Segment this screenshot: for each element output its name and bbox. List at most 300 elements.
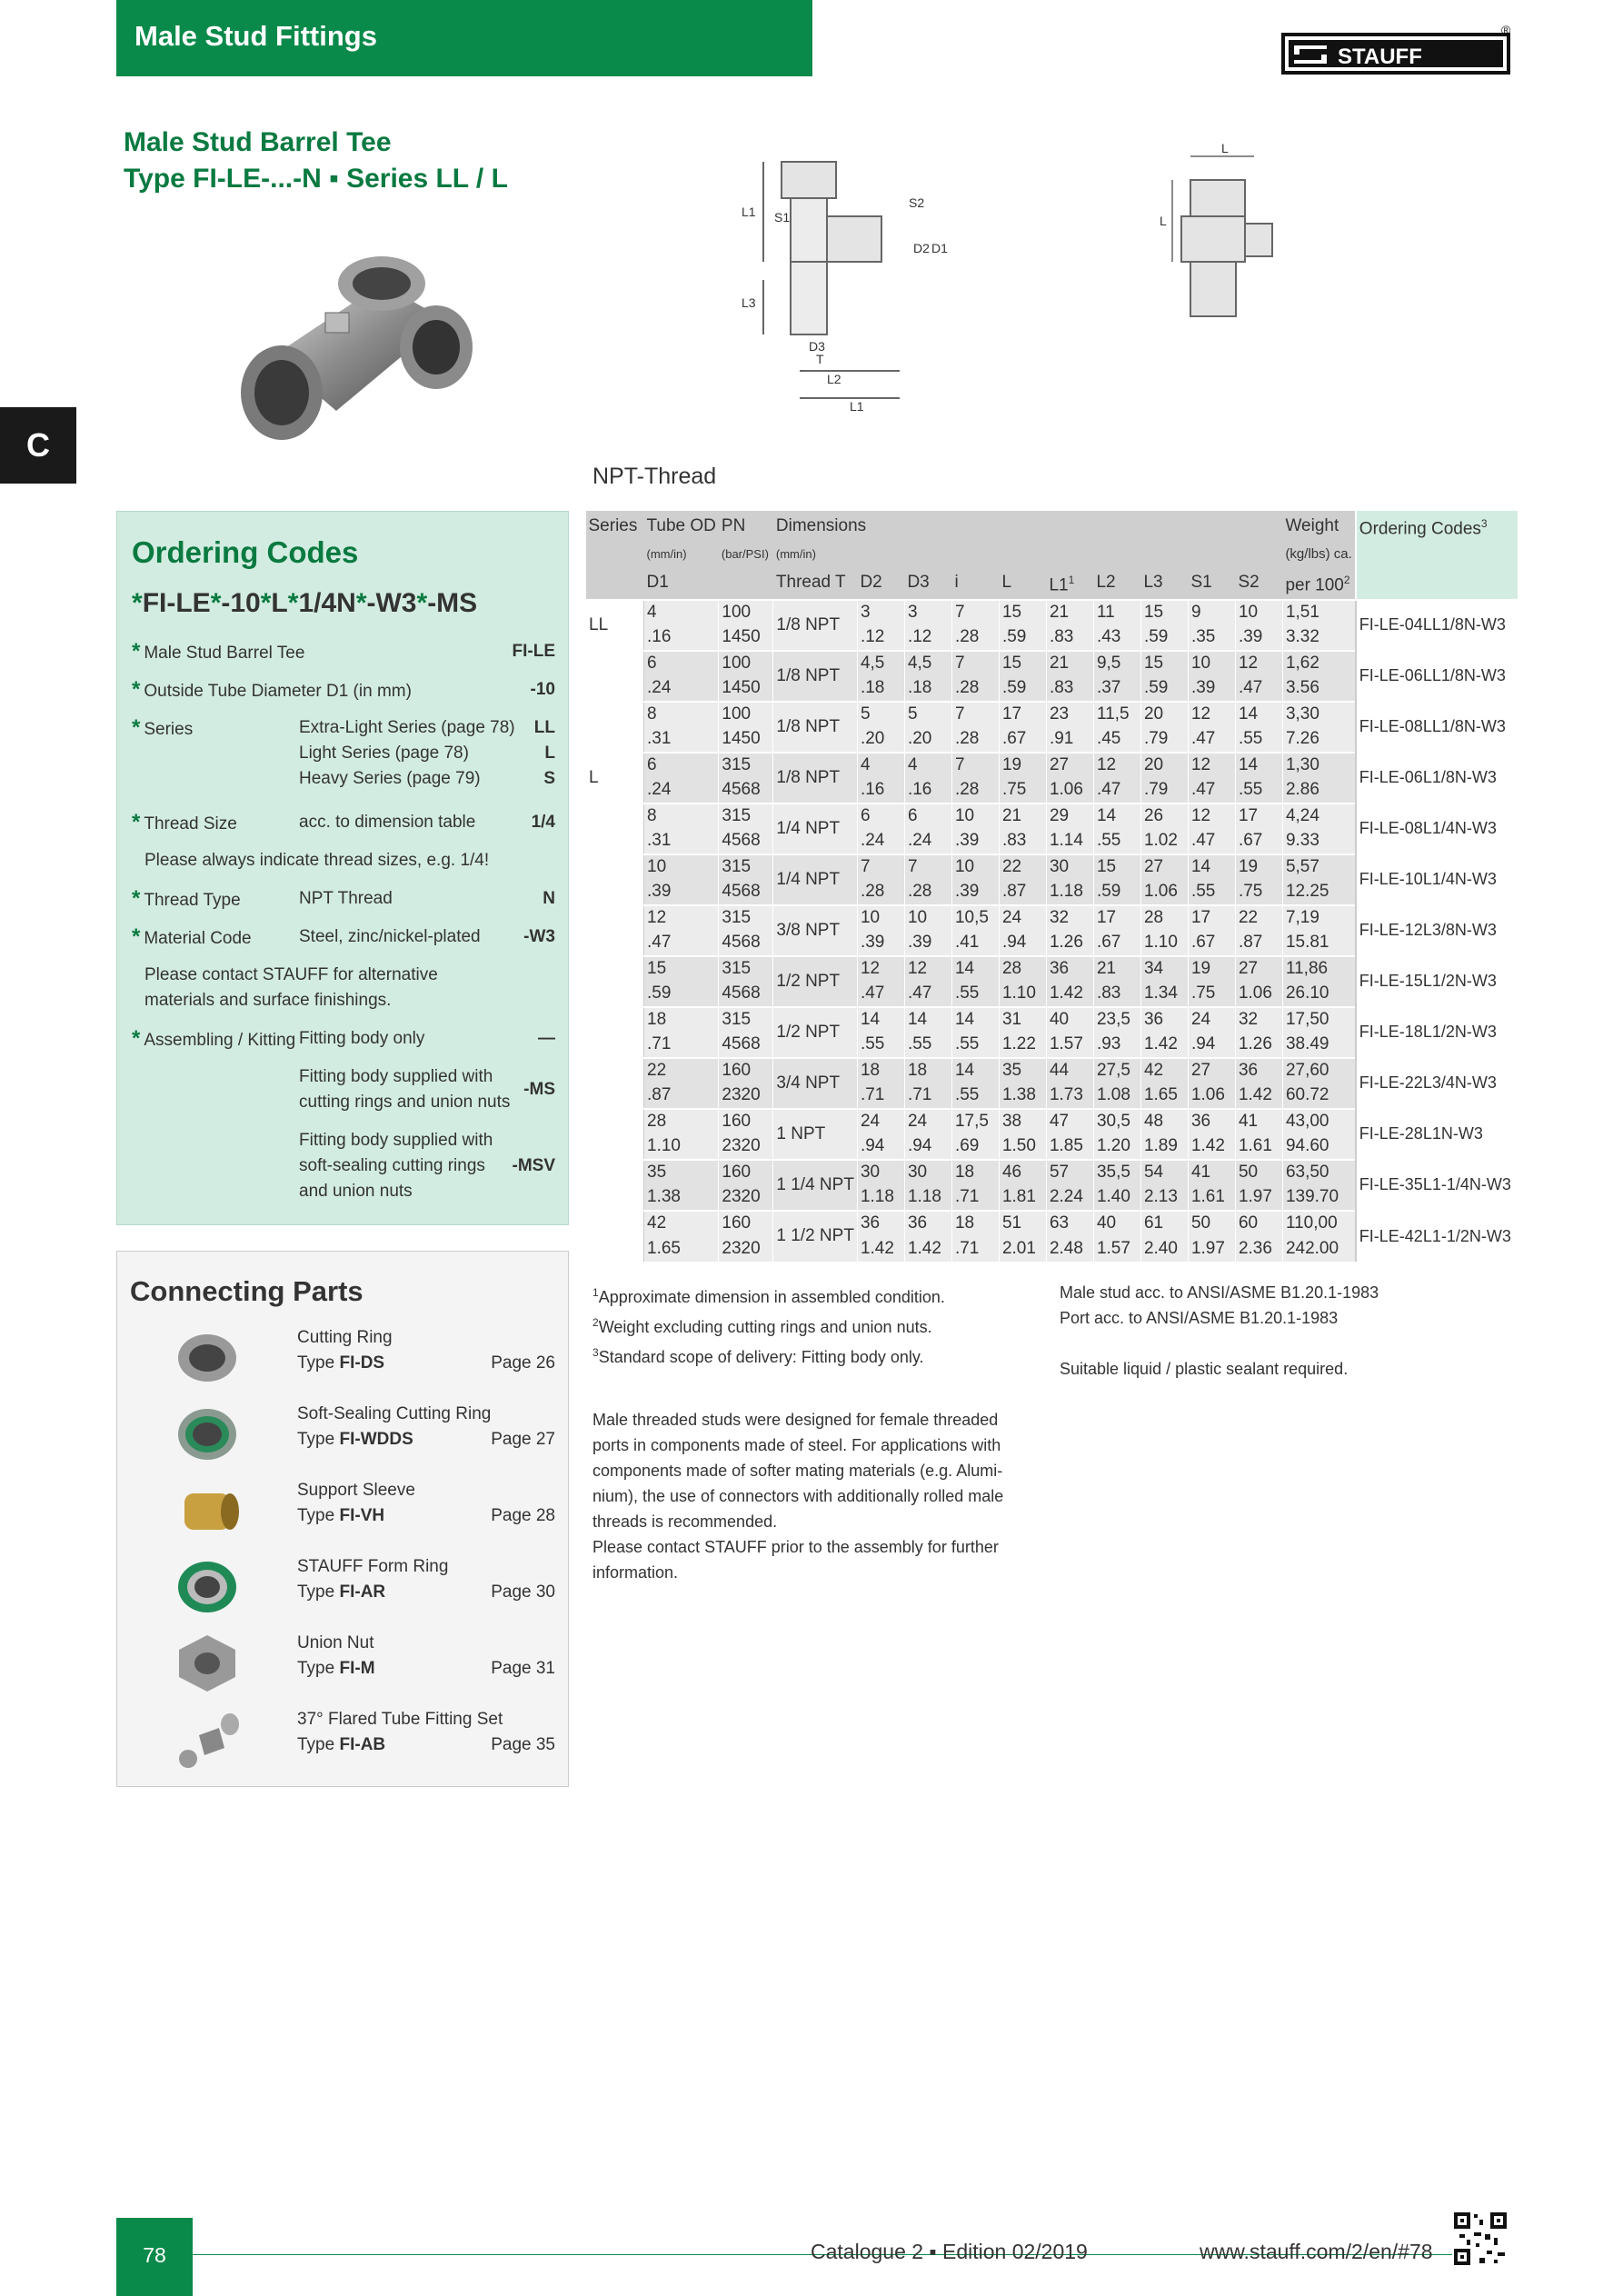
- table-cell: .39: [951, 880, 999, 905]
- table-cell: .28: [951, 778, 999, 804]
- table-cell: 1.10: [644, 1134, 719, 1160]
- table-cell: 54: [1140, 1160, 1188, 1185]
- table-cell: 18: [904, 1058, 951, 1083]
- footer-url[interactable]: www.stauff.com/2/en/#78: [1200, 2240, 1433, 2263]
- table-cell: [586, 804, 644, 854]
- table-cell: 27: [1140, 854, 1188, 880]
- table-cell: 14: [951, 1007, 999, 1033]
- table-cell: .67: [1188, 931, 1235, 956]
- table-cell: .35: [1188, 625, 1235, 651]
- table-cell: 4: [904, 753, 951, 778]
- table-cell: 41: [1188, 1160, 1235, 1185]
- col-series: Series: [586, 511, 644, 542]
- connecting-part-item[interactable]: [117, 1632, 570, 1708]
- table-cell: 2320: [719, 1083, 773, 1109]
- table-cell: 315: [719, 804, 773, 829]
- table-cell: .16: [904, 778, 951, 804]
- col-l: L: [999, 567, 1046, 599]
- logo-wordmark: STAUFF: [1338, 45, 1422, 69]
- table-cell: .87: [999, 880, 1046, 905]
- sealant-note: Suitable liquid / plastic sealant required.: [1060, 1360, 1349, 1378]
- ordering-option: soft-sealing cutting rings: [299, 1156, 485, 1175]
- table-cell: FI-LE-10L1/4N-W3: [1356, 854, 1518, 905]
- connecting-part-item[interactable]: [117, 1403, 570, 1479]
- connecting-part-page: Page 31: [491, 1659, 555, 1678]
- code-part: -10: [221, 588, 261, 618]
- table-cell: 4568: [719, 982, 773, 1007]
- table-cell: 94.60: [1282, 1134, 1355, 1160]
- table-cell: 10,5: [951, 905, 999, 931]
- table-cell: .55: [1235, 727, 1282, 753]
- description: [592, 1407, 1003, 1585]
- table-cell: 5: [904, 702, 951, 727]
- code-part: L: [271, 588, 288, 618]
- table-cell: 32: [1235, 1007, 1282, 1033]
- ordering-option: cutting rings and union nuts: [299, 1093, 511, 1112]
- ordering-option: Fitting body only: [299, 1029, 425, 1048]
- standard-note: Port acc. to ANSI/ASME B1.20.1-1983: [1060, 1309, 1339, 1327]
- table-cell: [586, 1109, 644, 1160]
- table-cell: .59: [999, 676, 1046, 702]
- form-ring-icon: [172, 1555, 243, 1619]
- table-cell: 20: [1140, 702, 1188, 727]
- ordering-row-code: LL: [533, 718, 555, 737]
- description-line: information.: [592, 1563, 679, 1582]
- table-cell: 63: [1046, 1211, 1093, 1236]
- table-cell: .31: [644, 829, 719, 854]
- material-note-line: Please contact STAUFF for alternative: [144, 965, 438, 984]
- description-line: Male threaded studs were designed for female threaded: [592, 1411, 999, 1429]
- drawing-label: L: [1160, 214, 1167, 228]
- qr-code-icon[interactable]: [1452, 2211, 1508, 2267]
- ordering-option: Extra-Light Series (page 78): [299, 718, 515, 737]
- table-cell: 5: [857, 702, 904, 727]
- table-cell: 12: [1188, 804, 1235, 829]
- section-title: Male Stud Fittings: [134, 20, 377, 52]
- table-cell: 1.02: [1140, 829, 1188, 854]
- table-cell: 18: [644, 1007, 719, 1033]
- table-cell: 32: [1046, 905, 1093, 931]
- unit-kg-lbs: (kg/lbs) ca.: [1282, 542, 1355, 567]
- drawing-label: L2: [827, 372, 841, 386]
- table-cell: 26.10: [1282, 982, 1355, 1007]
- table-cell: 1.06: [1235, 982, 1282, 1007]
- table-cell: .55: [1235, 778, 1282, 804]
- table-cell: .67: [1093, 931, 1140, 956]
- table-cell: 10: [904, 905, 951, 931]
- connecting-part-item[interactable]: [117, 1708, 570, 1784]
- footnotes: $^1$Approximate dimension in assembled condition. $^2$Weight excluding cutting rings and union nuts. $^3$Standard scope of delivery: Fitting body only.: [592, 1286, 945, 1366]
- table-cell: 1.08: [1093, 1083, 1140, 1109]
- table-cell: .45: [1093, 727, 1140, 753]
- table-row: [586, 1211, 1518, 1236]
- connecting-part-item[interactable]: [117, 1555, 570, 1632]
- table-cell: 1/8 NPT: [773, 651, 858, 702]
- table-cell: 1450: [719, 676, 773, 702]
- ordering-option: Steel, zinc/nickel-plated: [299, 927, 481, 946]
- code-part: -W3: [366, 588, 417, 618]
- table-cell: 24: [857, 1109, 904, 1134]
- ordering-row-msv: [132, 1128, 555, 1210]
- ordering-row-label: Assembling / Kitting: [144, 1031, 296, 1050]
- table-cell: 24: [904, 1109, 951, 1134]
- col-ordering-codes-label: Ordering Codes: [1359, 519, 1481, 539]
- connecting-parts-panel: [116, 1251, 569, 1787]
- table-cell: 42: [644, 1211, 719, 1236]
- table-cell: 1.06: [1188, 1083, 1235, 1109]
- code-part: -MS: [427, 588, 478, 618]
- product-type: Type FI-LE-...-N ▪ Series LL / L: [124, 164, 508, 194]
- table-cell: 4568: [719, 829, 773, 854]
- connecting-part-page: Page 26: [491, 1353, 555, 1373]
- standards-notes: [1060, 1280, 1379, 1382]
- unit-mm-in: (mm/in): [773, 542, 1283, 567]
- table-cell: .28: [951, 625, 999, 651]
- table-cell: [586, 702, 644, 753]
- soft-sealing-ring-icon: [172, 1403, 243, 1466]
- table-cell: 1.42: [857, 1236, 904, 1262]
- table-cell: .83: [999, 829, 1046, 854]
- connecting-part-type: FI-AR: [339, 1582, 386, 1602]
- table-cell: .87: [644, 1083, 719, 1109]
- drawing-label: T: [816, 352, 824, 366]
- table-cell: 50: [1235, 1160, 1282, 1185]
- ordering-row-label: Material Code: [144, 929, 252, 948]
- table-cell: .39: [857, 931, 904, 956]
- description-line: ports in components made of steel. For applications with: [592, 1436, 1001, 1454]
- table-cell: L: [586, 753, 644, 804]
- table-cell: 15: [999, 651, 1046, 676]
- col-s2: S2: [1235, 567, 1282, 599]
- connecting-part-type: FI-DS: [339, 1353, 385, 1373]
- table-cell: 315: [719, 905, 773, 931]
- table-cell: .67: [999, 727, 1046, 753]
- table-cell: 7: [904, 854, 951, 880]
- table-cell: .55: [951, 982, 999, 1007]
- table-cell: 1.89: [1140, 1134, 1188, 1160]
- table-cell: .94: [999, 931, 1046, 956]
- table-cell: 1.73: [1046, 1083, 1093, 1109]
- table-cell: 1.50: [999, 1134, 1046, 1160]
- connecting-part-type: FI-M: [339, 1659, 375, 1678]
- col-tube-od: Tube OD: [644, 511, 719, 542]
- table-cell: 23,5: [1093, 1007, 1140, 1033]
- ordering-option: Fitting body supplied with: [299, 1131, 493, 1150]
- table-cell: 2.24: [1046, 1185, 1093, 1211]
- table-row: [586, 1109, 1518, 1134]
- connecting-part-name: Soft-Sealing Cutting Ring: [297, 1404, 492, 1423]
- table-cell: 315: [719, 1007, 773, 1033]
- ordering-row-code: -MSV: [512, 1156, 555, 1175]
- col-s1: S1: [1188, 567, 1235, 599]
- table-cell: .83: [1093, 982, 1140, 1007]
- table-cell: 1.42: [1235, 1083, 1282, 1109]
- table-cell: .59: [1140, 625, 1188, 651]
- col-weight: Weight: [1282, 511, 1355, 542]
- col-per100-label: per 100: [1285, 575, 1344, 595]
- table-row: [586, 804, 1518, 829]
- table-cell: 12: [1188, 753, 1235, 778]
- table-cell: 2.36: [1235, 1236, 1282, 1262]
- table-cell: 60.72: [1282, 1083, 1355, 1109]
- table-cell: 28: [1140, 905, 1188, 931]
- connecting-part-type-prefix: Type: [297, 1506, 340, 1525]
- table-cell: 1.18: [904, 1185, 951, 1211]
- table-cell: .47: [904, 982, 951, 1007]
- description-line: components made of softer mating materials (e.g. Alumi-: [592, 1462, 1003, 1480]
- table-cell: 12: [904, 956, 951, 982]
- table-cell: 7,19: [1282, 905, 1355, 931]
- product-title: Male Stud Barrel Tee: [124, 127, 392, 157]
- table-cell: 2.40: [1140, 1236, 1188, 1262]
- ordering-row-label: Male Stud Barrel Tee: [144, 644, 305, 663]
- table-cell: .24: [644, 676, 719, 702]
- table-cell: FI-LE-42L1-1/2N-W3: [1356, 1211, 1518, 1262]
- table-row: [586, 854, 1518, 880]
- code-star: *: [355, 588, 367, 618]
- ordering-code-example: [132, 588, 477, 619]
- table-cell: 1/8 NPT: [773, 702, 858, 753]
- table-cell: FI-LE-06L1/8N-W3: [1356, 753, 1518, 804]
- section-title-bar: [116, 0, 812, 76]
- table-cell: 22: [1235, 905, 1282, 931]
- ordering-row-code: FI-LE: [512, 642, 555, 661]
- table-cell: 17: [999, 702, 1046, 727]
- table-cell: 35: [999, 1058, 1046, 1083]
- col-d2: D2: [857, 567, 904, 599]
- table-cell: 36: [904, 1211, 951, 1236]
- table-cell: 15.81: [1282, 931, 1355, 956]
- table-cell: 15: [999, 600, 1046, 625]
- table-cell: 1.38: [999, 1083, 1046, 1109]
- table-cell: 48: [1140, 1109, 1188, 1134]
- table-cell: 11,5: [1093, 702, 1140, 727]
- table-cell: 60: [1235, 1211, 1282, 1236]
- table-cell: .87: [1235, 931, 1282, 956]
- ordering-row-code: S: [543, 769, 555, 788]
- table-cell: .75: [1188, 982, 1235, 1007]
- table-cell: 36: [1188, 1109, 1235, 1134]
- drawing-label: D3: [809, 339, 825, 354]
- table-cell: 38.49: [1282, 1033, 1355, 1058]
- standard-note: Male stud acc. to ANSI/ASME B1.20.1-1983: [1060, 1283, 1379, 1302]
- table-cell: 14: [904, 1007, 951, 1033]
- table-cell: 35,5: [1093, 1160, 1140, 1185]
- thread-caption: NPT-Thread: [592, 464, 717, 489]
- table-cell: .47: [1188, 829, 1235, 854]
- table-cell: 63,50: [1282, 1160, 1355, 1185]
- description-line: threads is recommended.: [592, 1512, 778, 1531]
- table-cell: .39: [644, 880, 719, 905]
- table-cell: 17: [1188, 905, 1235, 931]
- table-cell: 29: [1046, 804, 1093, 829]
- table-cell: 23: [1046, 702, 1093, 727]
- table-cell: 21: [1046, 651, 1093, 676]
- table-cell: 7: [951, 651, 999, 676]
- table-cell: 15: [1140, 651, 1188, 676]
- table-cell: 43,00: [1282, 1109, 1355, 1134]
- table-cell: 6: [644, 651, 719, 676]
- page-number: 78: [116, 2218, 193, 2296]
- table-cell: 36: [1140, 1007, 1188, 1033]
- table-cell: 1.42: [1188, 1134, 1235, 1160]
- table-cell: 17: [1093, 905, 1140, 931]
- table-cell: 4568: [719, 778, 773, 804]
- table-cell: .83: [1046, 625, 1093, 651]
- table-cell: 12.25: [1282, 880, 1355, 905]
- table-cell: 2320: [719, 1185, 773, 1211]
- table-cell: 35: [644, 1160, 719, 1185]
- drawing-label: L: [1221, 144, 1229, 155]
- unit-bar-psi: (bar/PSI): [719, 542, 773, 567]
- table-cell: 1.10: [1140, 931, 1188, 956]
- connecting-part-item[interactable]: [117, 1326, 570, 1403]
- table-cell: [586, 854, 644, 905]
- table-cell: .39: [1188, 676, 1235, 702]
- table-cell: 21: [1046, 600, 1093, 625]
- table-cell: 9,5: [1093, 651, 1140, 676]
- table-cell: .24: [857, 829, 904, 854]
- table-cell: 22: [644, 1058, 719, 1083]
- connecting-part-name: Support Sleeve: [297, 1481, 415, 1500]
- table-cell: 1/8 NPT: [773, 753, 858, 804]
- table-cell: .91: [1046, 727, 1093, 753]
- table-cell: 1.26: [1235, 1033, 1282, 1058]
- connecting-part-type-prefix: Type: [297, 1659, 340, 1678]
- table-cell: 1/2 NPT: [773, 1007, 858, 1058]
- table-cell: 11,86: [1282, 956, 1355, 982]
- table-cell: 1.18: [1046, 880, 1093, 905]
- table-cell: .55: [951, 1033, 999, 1058]
- table-cell: .69: [951, 1134, 999, 1160]
- table-cell: .37: [1093, 676, 1140, 702]
- ordering-option: Fitting body supplied with: [299, 1067, 493, 1086]
- table-cell: FI-LE-08L1/4N-W3: [1356, 804, 1518, 854]
- table-cell: 27: [1046, 753, 1093, 778]
- table-cell: 3/4 NPT: [773, 1058, 858, 1109]
- table-cell: 7: [951, 702, 999, 727]
- drawing-label: D1: [931, 241, 948, 255]
- ordering-option: acc. to dimension table: [299, 813, 476, 832]
- connecting-part-type: FI-WDDS: [339, 1430, 413, 1449]
- footnote: Approximate dimension in assembled condition.: [598, 1288, 945, 1306]
- table-cell: 40: [1046, 1007, 1093, 1033]
- table-cell: 1,51: [1282, 600, 1355, 625]
- table-cell: .94: [1188, 1033, 1235, 1058]
- table-cell: 1.40: [1093, 1185, 1140, 1211]
- table-cell: 40: [1093, 1211, 1140, 1236]
- table-cell: 14: [1188, 854, 1235, 880]
- table-cell: .31: [644, 727, 719, 753]
- code-star: *: [210, 588, 222, 618]
- table-cell: FI-LE-04LL1/8N-W3: [1356, 600, 1518, 651]
- table-cell: 1.97: [1235, 1185, 1282, 1211]
- table-cell: 315: [719, 753, 773, 778]
- table-cell: 57: [1046, 1160, 1093, 1185]
- table-cell: FI-LE-12L3/8N-W3: [1356, 905, 1518, 956]
- table-cell: .94: [904, 1134, 951, 1160]
- table-cell: 3/8 NPT: [773, 905, 858, 956]
- unit-mm-in: (mm/in): [644, 542, 719, 567]
- table-cell: 18: [857, 1058, 904, 1083]
- table-cell: 7: [951, 753, 999, 778]
- table-cell: .67: [1235, 829, 1282, 854]
- table-cell: 17: [1235, 804, 1282, 829]
- table-cell: 10: [951, 854, 999, 880]
- table-cell: 14: [951, 1058, 999, 1083]
- ordering-row-label: Series: [144, 720, 194, 739]
- table-cell: 3: [904, 600, 951, 625]
- table-cell: 38: [999, 1109, 1046, 1134]
- table-cell: 1 1/4 NPT: [773, 1160, 858, 1211]
- table-cell: .59: [1093, 880, 1140, 905]
- connecting-part-name: Cutting Ring: [297, 1328, 393, 1347]
- connecting-part-item[interactable]: [117, 1479, 570, 1555]
- table-cell: 12: [1188, 702, 1235, 727]
- table-cell: 1 NPT: [773, 1109, 858, 1160]
- drawing-label: L1: [850, 399, 864, 414]
- table-cell: 24: [1188, 1007, 1235, 1033]
- table-cell: 160: [719, 1058, 773, 1083]
- table-row: [586, 702, 1518, 727]
- drawing-label: S2: [909, 195, 925, 210]
- table-cell: .28: [951, 676, 999, 702]
- table-cell: 12: [644, 905, 719, 931]
- table-cell: .55: [904, 1033, 951, 1058]
- table-cell: 50: [1188, 1211, 1235, 1236]
- table-cell: 1.65: [644, 1236, 719, 1262]
- table-cell: FI-LE-15L1/2N-W3: [1356, 956, 1518, 1007]
- table-cell: 1,30: [1282, 753, 1355, 778]
- col-l1-label: L1: [1049, 575, 1069, 595]
- table-row: [586, 651, 1518, 676]
- table-cell: .41: [951, 931, 999, 956]
- col-pn: PN: [719, 511, 773, 542]
- table-cell: .47: [857, 982, 904, 1007]
- table-cell: 14: [857, 1007, 904, 1033]
- table-cell: 7: [951, 600, 999, 625]
- drawing-label: D2: [913, 241, 930, 255]
- table-cell: 28: [644, 1109, 719, 1134]
- table-cell: .59: [999, 625, 1046, 651]
- table-cell: [586, 651, 644, 702]
- table-cell: 2.01: [999, 1236, 1046, 1262]
- product-photo: [218, 247, 491, 447]
- thread-note: Please always indicate thread sizes, e.g. 1/4!: [144, 851, 490, 870]
- code-star: *: [132, 588, 143, 618]
- table-cell: 17,5: [951, 1109, 999, 1134]
- table-cell: 4: [644, 600, 719, 625]
- table-cell: LL: [586, 600, 644, 651]
- table-cell: 19: [1235, 854, 1282, 880]
- connecting-part-type-prefix: Type: [297, 1582, 340, 1602]
- table-cell: FI-LE-08LL1/8N-W3: [1356, 702, 1518, 753]
- table-cell: .71: [951, 1236, 999, 1262]
- code-star: *: [260, 588, 272, 618]
- table-cell: .47: [1235, 676, 1282, 702]
- table-cell: 242.00: [1282, 1236, 1355, 1262]
- table-cell: .24: [644, 778, 719, 804]
- table-cell: [586, 905, 644, 956]
- table-cell: 8: [644, 804, 719, 829]
- table-cell: 44: [1046, 1058, 1093, 1083]
- table-cell: .55: [1093, 829, 1140, 854]
- table-cell: 41: [1235, 1109, 1282, 1134]
- table-cell: 19: [999, 753, 1046, 778]
- connecting-part-name: 37° Flared Tube Fitting Set: [297, 1710, 503, 1729]
- ordering-row-label: Outside Tube Diameter D1 (in mm): [144, 682, 412, 701]
- ordering-row-code: -10: [530, 680, 555, 699]
